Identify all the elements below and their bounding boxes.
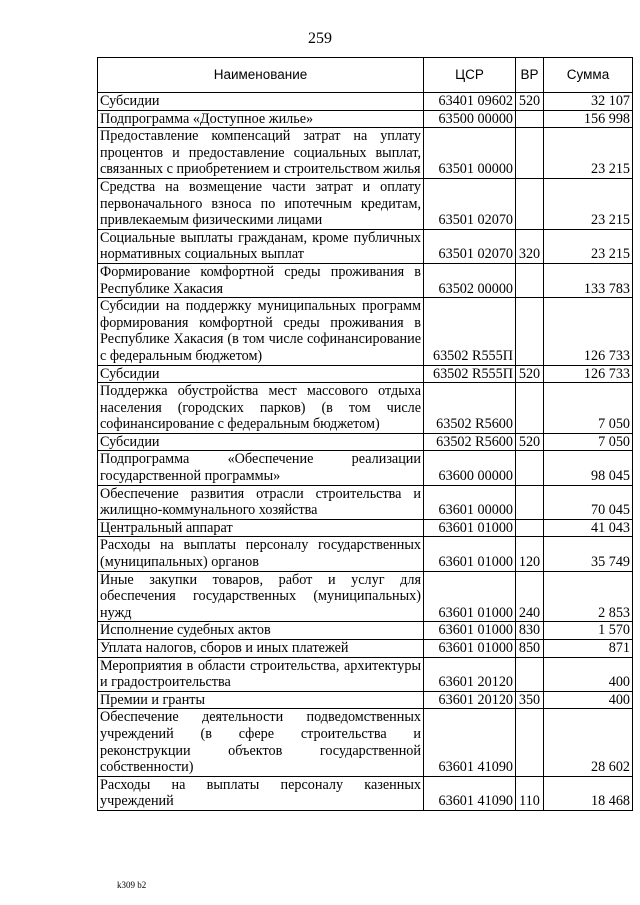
header-name: Наименование (98, 58, 424, 93)
cell-vr (516, 485, 544, 519)
cell-vr (516, 178, 544, 229)
cell-sum: 18 468 (544, 776, 633, 810)
cell-name: Иные закупки товаров, работ и услуг для обеспечения государственных (муниципальных) нужд (98, 571, 424, 622)
cell-vr: 520 (516, 93, 544, 111)
cell-name: Расходы на выплаты персоналу государственных (муниципальных) органов (98, 537, 424, 571)
cell-vr: 350 (516, 691, 544, 709)
cell-name: Уплата налогов, сборов и иных платежей (98, 640, 424, 658)
cell-vr (516, 298, 544, 365)
cell-name: Формирование комфортной среды проживания в Республике Хакасия (98, 263, 424, 297)
cell-csr: 63502 R5600 (424, 383, 516, 434)
cell-csr: 63601 01000 (424, 571, 516, 622)
cell-vr (516, 657, 544, 691)
cell-name: Субсидии (98, 365, 424, 383)
cell-name: Подпрограмма «Доступное жилье» (98, 110, 424, 128)
cell-name: Расходы на выплаты персоналу казенных учреждений (98, 776, 424, 810)
table-row (98, 657, 633, 691)
cell-csr: 63501 02070 (424, 178, 516, 229)
cell-csr: 63502 R555П (424, 365, 516, 383)
cell-csr: 63401 09602 (424, 93, 516, 111)
cell-csr: 63600 00000 (424, 451, 516, 485)
table-row (98, 433, 633, 451)
header-csr: ЦСР (424, 58, 516, 93)
cell-vr (516, 110, 544, 128)
cell-sum: 133 783 (544, 263, 633, 297)
cell-csr: 63601 41090 (424, 776, 516, 810)
cell-sum: 23 215 (544, 128, 633, 179)
cell-name: Социальные выплаты гражданам, кроме публичных нормативных социальных выплат (98, 229, 424, 263)
cell-sum: 400 (544, 691, 633, 709)
header-vr: ВР (516, 58, 544, 93)
cell-csr: 63601 00000 (424, 485, 516, 519)
cell-name: Субсидии на поддержку муниципальных программ формирования комфортной среды проживания в Республике Хакасия (в том числе софинансирование с федеральным бюджетом) (98, 298, 424, 365)
cell-csr: 63601 01000 (424, 519, 516, 537)
cell-sum: 1 570 (544, 622, 633, 640)
table-row (98, 691, 633, 709)
cell-name: Предоставление компенсаций затрат на уплату процентов и предоставление социальных выплат, связанных с приобретением и строительством жилья (98, 128, 424, 179)
cell-sum: 23 215 (544, 178, 633, 229)
cell-name: Мероприятия в области строительства, архитектуры и градостроительства (98, 657, 424, 691)
cell-csr: 63601 20120 (424, 657, 516, 691)
cell-name: Премии и гранты (98, 691, 424, 709)
cell-name: Обеспечение развития отрасли строительства и жилищно-коммунального хозяйства (98, 485, 424, 519)
cell-name: Субсидии (98, 93, 424, 111)
table-row (98, 128, 633, 179)
table-row (98, 776, 633, 810)
cell-vr: 520 (516, 433, 544, 451)
table-row (98, 263, 633, 297)
cell-csr: 63601 01000 (424, 537, 516, 571)
cell-sum: 7 050 (544, 433, 633, 451)
table-row (98, 93, 633, 111)
cell-sum: 98 045 (544, 451, 633, 485)
table-row (98, 383, 633, 434)
cell-name: Центральный аппарат (98, 519, 424, 537)
cell-csr: 63601 20120 (424, 691, 516, 709)
table-row (98, 622, 633, 640)
cell-sum: 126 733 (544, 298, 633, 365)
cell-sum: 871 (544, 640, 633, 658)
cell-sum: 2 853 (544, 571, 633, 622)
cell-csr: 63501 02070 (424, 229, 516, 263)
cell-sum: 23 215 (544, 229, 633, 263)
cell-vr (516, 263, 544, 297)
header-sum: Сумма (544, 58, 633, 93)
cell-vr (516, 128, 544, 179)
cell-name: Средства на возмещение части затрат и оплату первоначального взноса по ипотечным кредитам, привлекаемым физическими лицами (98, 178, 424, 229)
cell-csr: 63502 00000 (424, 263, 516, 297)
table-row (98, 709, 633, 776)
cell-csr: 63501 00000 (424, 128, 516, 179)
cell-vr (516, 709, 544, 776)
cell-csr: 63601 01000 (424, 640, 516, 658)
table-row (98, 571, 633, 622)
table-row (98, 451, 633, 485)
cell-csr: 63601 01000 (424, 622, 516, 640)
cell-name: Обеспечение деятельности подведомственных учреждений (в сфере строительства и реконструкции объектов государственной собственности) (98, 709, 424, 776)
cell-vr (516, 519, 544, 537)
cell-sum: 41 043 (544, 519, 633, 537)
table-row (98, 365, 633, 383)
cell-vr: 110 (516, 776, 544, 810)
table-row (98, 485, 633, 519)
budget-table (97, 57, 633, 811)
cell-vr (516, 383, 544, 434)
table-row (98, 110, 633, 128)
cell-sum: 7 050 (544, 383, 633, 434)
cell-vr: 120 (516, 537, 544, 571)
cell-sum: 32 107 (544, 93, 633, 111)
cell-sum: 35 749 (544, 537, 633, 571)
cell-vr (516, 451, 544, 485)
table-row (98, 537, 633, 571)
cell-vr: 240 (516, 571, 544, 622)
table-row (98, 178, 633, 229)
cell-sum: 28 602 (544, 709, 633, 776)
cell-csr: 63502 R555П (424, 298, 516, 365)
table-row (98, 519, 633, 537)
cell-csr: 63500 00000 (424, 110, 516, 128)
cell-name: Субсидии (98, 433, 424, 451)
cell-vr: 830 (516, 622, 544, 640)
cell-sum: 126 733 (544, 365, 633, 383)
table-row (98, 640, 633, 658)
cell-vr: 520 (516, 365, 544, 383)
page-number: 259 (308, 30, 332, 47)
cell-vr: 320 (516, 229, 544, 263)
cell-sum: 156 998 (544, 110, 633, 128)
table-row (98, 229, 633, 263)
cell-name: Поддержка обустройства мест массового отдыха населения (городских парков) (в том числе софинансирование с федеральным бюджетом) (98, 383, 424, 434)
table-body (98, 93, 633, 811)
cell-name: Подпрограмма «Обеспечение реализации государственной программы» (98, 451, 424, 485)
cell-sum: 400 (544, 657, 633, 691)
cell-sum: 70 045 (544, 485, 633, 519)
cell-name: Исполнение судебных актов (98, 622, 424, 640)
cell-csr: 63502 R5600 (424, 433, 516, 451)
cell-vr: 850 (516, 640, 544, 658)
table-header-row (98, 58, 633, 93)
footer-mark: k309 b2 (117, 880, 147, 890)
cell-csr: 63601 41090 (424, 709, 516, 776)
table-row (98, 298, 633, 365)
